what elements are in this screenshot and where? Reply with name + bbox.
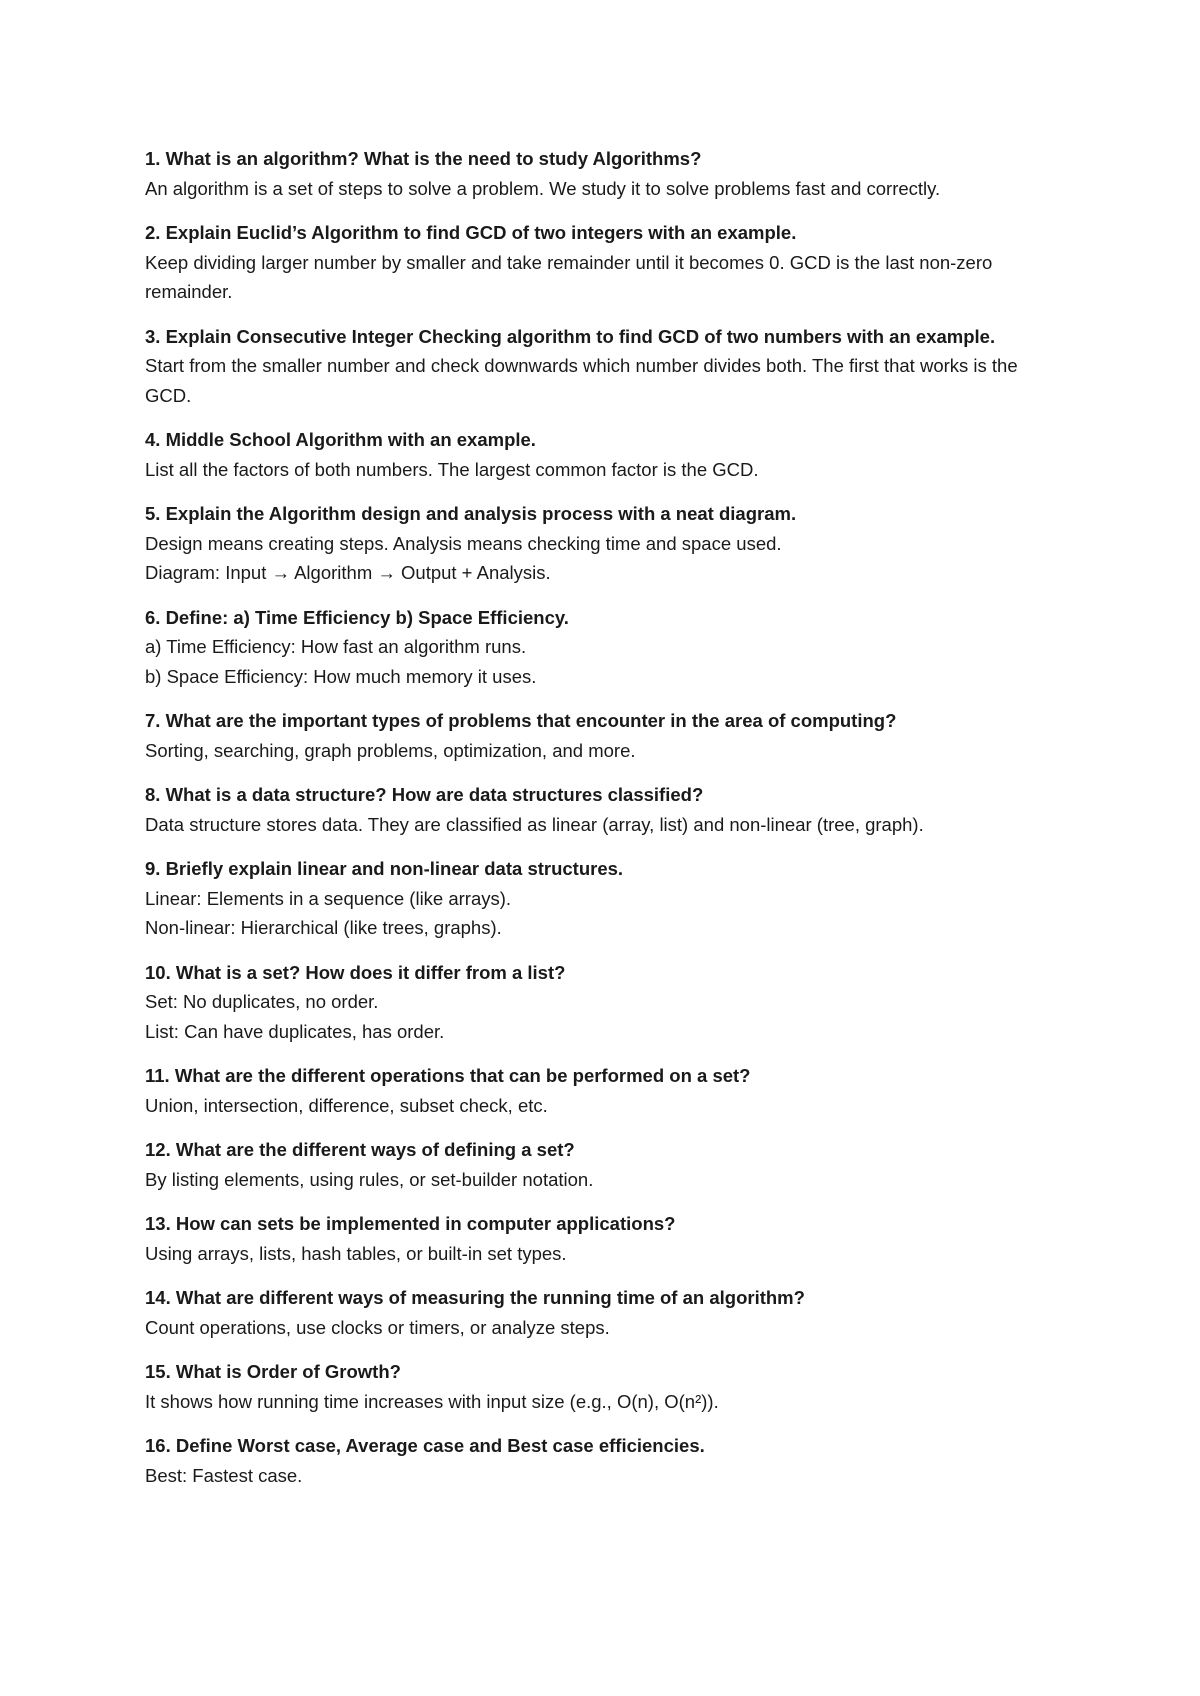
question-heading: 4. Middle School Algorithm with an example.: [145, 429, 536, 450]
question-heading: 3. Explain Consecutive Integer Checking algorithm to find GCD of two numbers with an example.: [145, 325, 996, 347]
question-block: [145, 1357, 1045, 1416]
question-block: [145, 425, 1045, 484]
answer-line: Linear: Elements in a sequence (like arrays).: [145, 887, 512, 909]
question-block: [145, 1061, 1045, 1120]
question-heading: 11. What are the different operations that can be performed on a set?: [145, 1065, 751, 1086]
answer-line: Count operations, use clocks or timers, or analyze steps.: [145, 1316, 610, 1338]
question-heading: 1. What is an algorithm? What is the need to study Algorithms?: [145, 148, 702, 169]
answer-line: An algorithm is a set of steps to solve a problem. We study it to solve problems fast and correctly.: [145, 177, 941, 199]
question-heading: 10. What is a set? How does it differ from a list?: [145, 961, 566, 983]
question-block: [145, 499, 1045, 588]
answer-line: Design means creating steps. Analysis means checking time and space used.: [145, 532, 782, 554]
answer-line: Using arrays, lists, hash tables, or built-in set types.: [145, 1242, 567, 1264]
question-block: [145, 706, 1045, 765]
answer-line: Sorting, searching, graph problems, optimization, and more.: [145, 739, 636, 761]
question-heading: 14. What are different ways of measuring the running time of an algorithm?: [145, 1287, 805, 1308]
question-heading: 7. What are the important types of problems that encounter in the area of computing?: [145, 710, 897, 731]
answer-line: Non-linear: Hierarchical (like trees, graphs).: [145, 917, 502, 938]
question-block: [145, 144, 1045, 203]
answer-line: Data structure stores data. They are classified as linear (array, list) and non-linear (tree, graph).: [145, 813, 924, 835]
answer-line: Best: Fastest case.: [145, 1464, 303, 1486]
question-block: [145, 603, 1045, 692]
answer-line: Start from the smaller number and check downwards which number divides both. The first that works is the GCD.: [145, 355, 1018, 406]
question-block: [145, 1283, 1045, 1342]
question-block: [145, 1135, 1045, 1194]
answer-line: Diagram: Input → Algorithm → Output + Analysis.: [145, 562, 551, 583]
question-heading: 15. What is Order of Growth?: [145, 1361, 401, 1382]
answer-line: b) Space Efficiency: How much memory it uses.: [145, 665, 537, 687]
question-answer-list: [145, 144, 1045, 1505]
question-block: [145, 322, 1045, 411]
question-heading: 12. What are the different ways of defining a set?: [145, 1139, 575, 1160]
question-heading: 6. Define: a) Time Efficiency b) Space Efficiency.: [145, 606, 569, 628]
answer-line: List: Can have duplicates, has order.: [145, 1020, 445, 1042]
question-heading: 8. What is a data structure? How are data structures classified?: [145, 784, 704, 805]
answer-line: Set: No duplicates, no order.: [145, 991, 379, 1012]
answer-line: List all the factors of both numbers. The largest common factor is the GCD.: [145, 458, 759, 480]
question-block: [145, 1209, 1045, 1268]
question-heading: 16. Define Worst case, Average case and Best case efficiencies.: [145, 1435, 705, 1456]
question-heading: 5. Explain the Algorithm design and analysis process with a neat diagram.: [145, 503, 797, 524]
question-block: [145, 780, 1045, 839]
question-heading: 9. Briefly explain linear and non-linear data structures.: [145, 858, 624, 879]
answer-line: By listing elements, using rules, or set-builder notation.: [145, 1168, 594, 1190]
question-block: [145, 218, 1045, 307]
question-heading: 13. How can sets be implemented in computer applications?: [145, 1213, 676, 1234]
answer-line: Union, intersection, difference, subset check, etc.: [145, 1094, 548, 1116]
answer-line: Keep dividing larger number by smaller and take remainder until it becomes 0. GCD is the last non-zero remainder.: [145, 251, 993, 302]
answer-line: a) Time Efficiency: How fast an algorithm runs.: [145, 636, 527, 657]
question-block: [145, 1431, 1045, 1490]
question-block: [145, 958, 1045, 1047]
question-block: [145, 854, 1045, 943]
answer-line: It shows how running time increases with input size (e.g., O(n), O(n²)).: [145, 1390, 719, 1412]
question-heading: 2. Explain Euclid’s Algorithm to find GCD of two integers with an example.: [145, 222, 797, 243]
